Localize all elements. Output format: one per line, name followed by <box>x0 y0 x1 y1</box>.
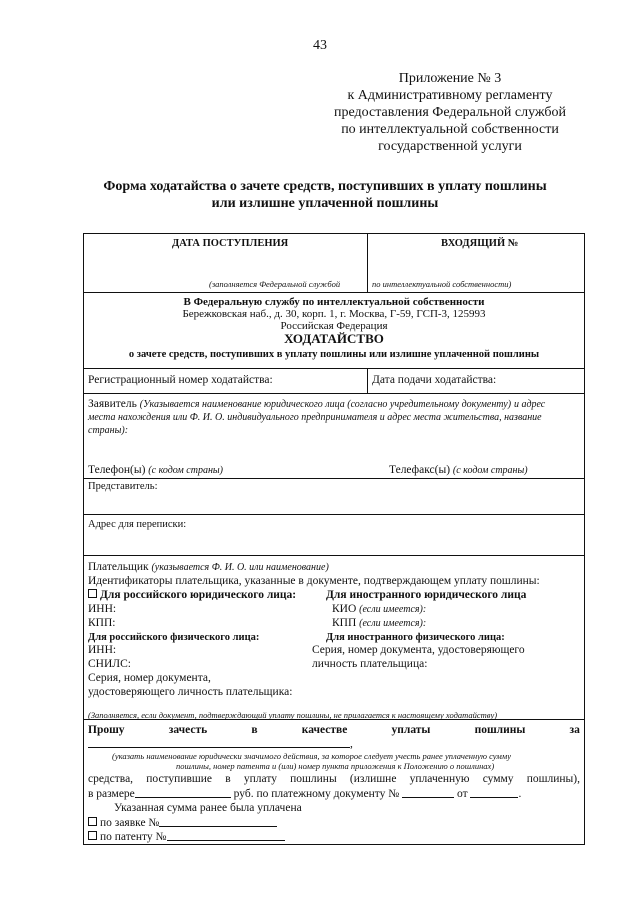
request-fill-line: , <box>88 737 353 751</box>
divider <box>84 393 584 394</box>
payment-date-field[interactable] <box>470 787 518 798</box>
snils-label: СНИЛС: <box>88 658 131 670</box>
patent-number-field[interactable] <box>167 830 285 841</box>
amount-line: в размере руб. по платежному документу № от . <box>88 788 522 800</box>
petition-form <box>83 233 585 845</box>
incoming-number-label: ВХОДЯЩИЙ № <box>441 238 519 249</box>
funds-line: средства, поступившие в уплату пошлины (излишне уплаченную сумму пошлины), <box>88 773 580 785</box>
date-received-label: ДАТА ПОСТУПЛЕНИЯ <box>172 238 289 249</box>
divider <box>84 555 584 556</box>
amount-field[interactable] <box>135 787 231 798</box>
divider <box>367 234 368 292</box>
checkbox-icon[interactable] <box>88 831 97 840</box>
foreign-legal-entity-heading: Для иностранного юридического лица <box>326 589 527 601</box>
submission-date-label: Дата подачи ходатайства: <box>372 374 497 386</box>
fax-label: Телефакс(ы) <box>389 464 451 476</box>
kpp-label: КПП: <box>88 617 116 629</box>
by-patent-line: по патенту № <box>88 830 285 844</box>
payer-identifiers: Идентификаторы плательщика, указанные в документе, подтверждающем уплату пошлины: <box>88 575 540 587</box>
payer-label: Плательщик <box>88 561 149 573</box>
addressee-country: Российская Федерация <box>280 320 388 332</box>
petition-subtitle: о зачете средств, поступивших в уплату пошлины или излишне уплаченной пошлины <box>128 349 540 360</box>
checkbox-icon[interactable] <box>88 589 97 598</box>
annex-line: Приложение № 3 <box>398 71 502 86</box>
foreign-person-heading: Для иностранного физического лица: <box>326 632 505 643</box>
request-hint: (указать наименование юридически значимого действия, за которое следует учесть ранее уплаченную сумму <box>112 751 511 761</box>
form-title: Форма ходатайства о зачете средств, поступивших в уплату пошлины или излишне уплаченной пошлины <box>103 179 547 211</box>
request-line: Прошу зачесть в качестве уплаты пошлины за <box>88 724 580 736</box>
inn-label: ИНН: <box>88 603 117 615</box>
paid-earlier-label: Указанная сумма ранее была уплачена <box>114 802 302 814</box>
phone-label: Телефон(ы) <box>88 464 146 476</box>
divider <box>84 368 584 369</box>
fill-note: (заполняется Федеральной службой <box>209 279 341 289</box>
kio-line: КИО (если имеется): <box>332 603 427 615</box>
divider <box>84 514 584 515</box>
divider <box>367 368 368 393</box>
kpp-foreign-line: КПП (если имеется): <box>332 617 427 629</box>
applicant-hint: страны): <box>88 425 129 436</box>
fax-line: Телефакс(ы) (с кодом страны) <box>389 464 528 476</box>
applicant-hint: места нахождения или Ф. И. О. индивидуального предпринимателя и адрес места жительства, название <box>88 412 542 423</box>
divider <box>84 292 584 293</box>
ru-person-heading: Для российского физического лица: <box>88 632 260 643</box>
page-number: 43 <box>313 38 327 53</box>
fill-note: по интеллектуальной собственности) <box>372 279 512 289</box>
blank-line[interactable] <box>88 737 350 748</box>
addressee-address: Бережковская наб., д. 30, корп. 1, г. Москва, Г-59, ГСП-3, 125993 <box>182 308 486 320</box>
petition-title: ХОДАТАЙСТВО <box>284 331 384 346</box>
applicant-hint: (Указывается наименование юридического лица (согласно учредительному документу) <box>139 399 512 410</box>
foreign-id-doc-label: личность плательщица: <box>312 658 428 670</box>
checkbox-icon[interactable] <box>88 817 97 826</box>
foreign-id-doc-label: Серия, номер документа, удостоверяющего <box>312 644 525 656</box>
annex-header <box>300 70 600 155</box>
application-number-field[interactable] <box>159 816 277 827</box>
request-hint: пошлины, номер патента и (или) номер пункта приложения к Положению о пошлинах) <box>176 761 495 771</box>
correspondence-address-label: Адрес для переписки: <box>88 519 187 530</box>
annex-line: государственной услуги <box>378 139 522 154</box>
payer-footnote: (Заполняется, если документ, подтверждающий уплату пошлины, не прилагается к настоящему ходатайству) <box>88 710 498 720</box>
representative-label: Представитель: <box>88 481 158 492</box>
annex-line: по интеллектуальной собственности <box>341 122 559 137</box>
payment-doc-number-field[interactable] <box>402 787 454 798</box>
phone-line: Телефон(ы) (с кодом страны) <box>88 464 224 476</box>
annex-line: предоставления Федеральной службой <box>334 105 566 120</box>
inn-person-label: ИНН: <box>88 644 117 656</box>
applicant-label: Заявитель <box>88 398 137 410</box>
payer-line: Плательщик (указывается Ф. И. О. или наименование) <box>88 561 329 573</box>
annex-line: к Административному регламенту <box>347 88 553 103</box>
ru-legal-entity-heading: Для российского юридического лица: <box>88 589 296 602</box>
by-application-line: по заявке № <box>88 816 277 830</box>
id-doc-label: Серия, номер документа, <box>88 672 211 684</box>
applicant-line: Заявитель (Указывается наименование юридического лица (согласно учредительному документу) и адрес <box>88 398 546 410</box>
addressee-name: В Федеральную службу по интеллектуальной собственности <box>183 296 485 308</box>
divider <box>84 478 584 479</box>
registration-number-label: Регистрационный номер ходатайства: <box>88 374 273 386</box>
id-doc-label: удостоверяющего личность плательщика: <box>88 686 293 698</box>
